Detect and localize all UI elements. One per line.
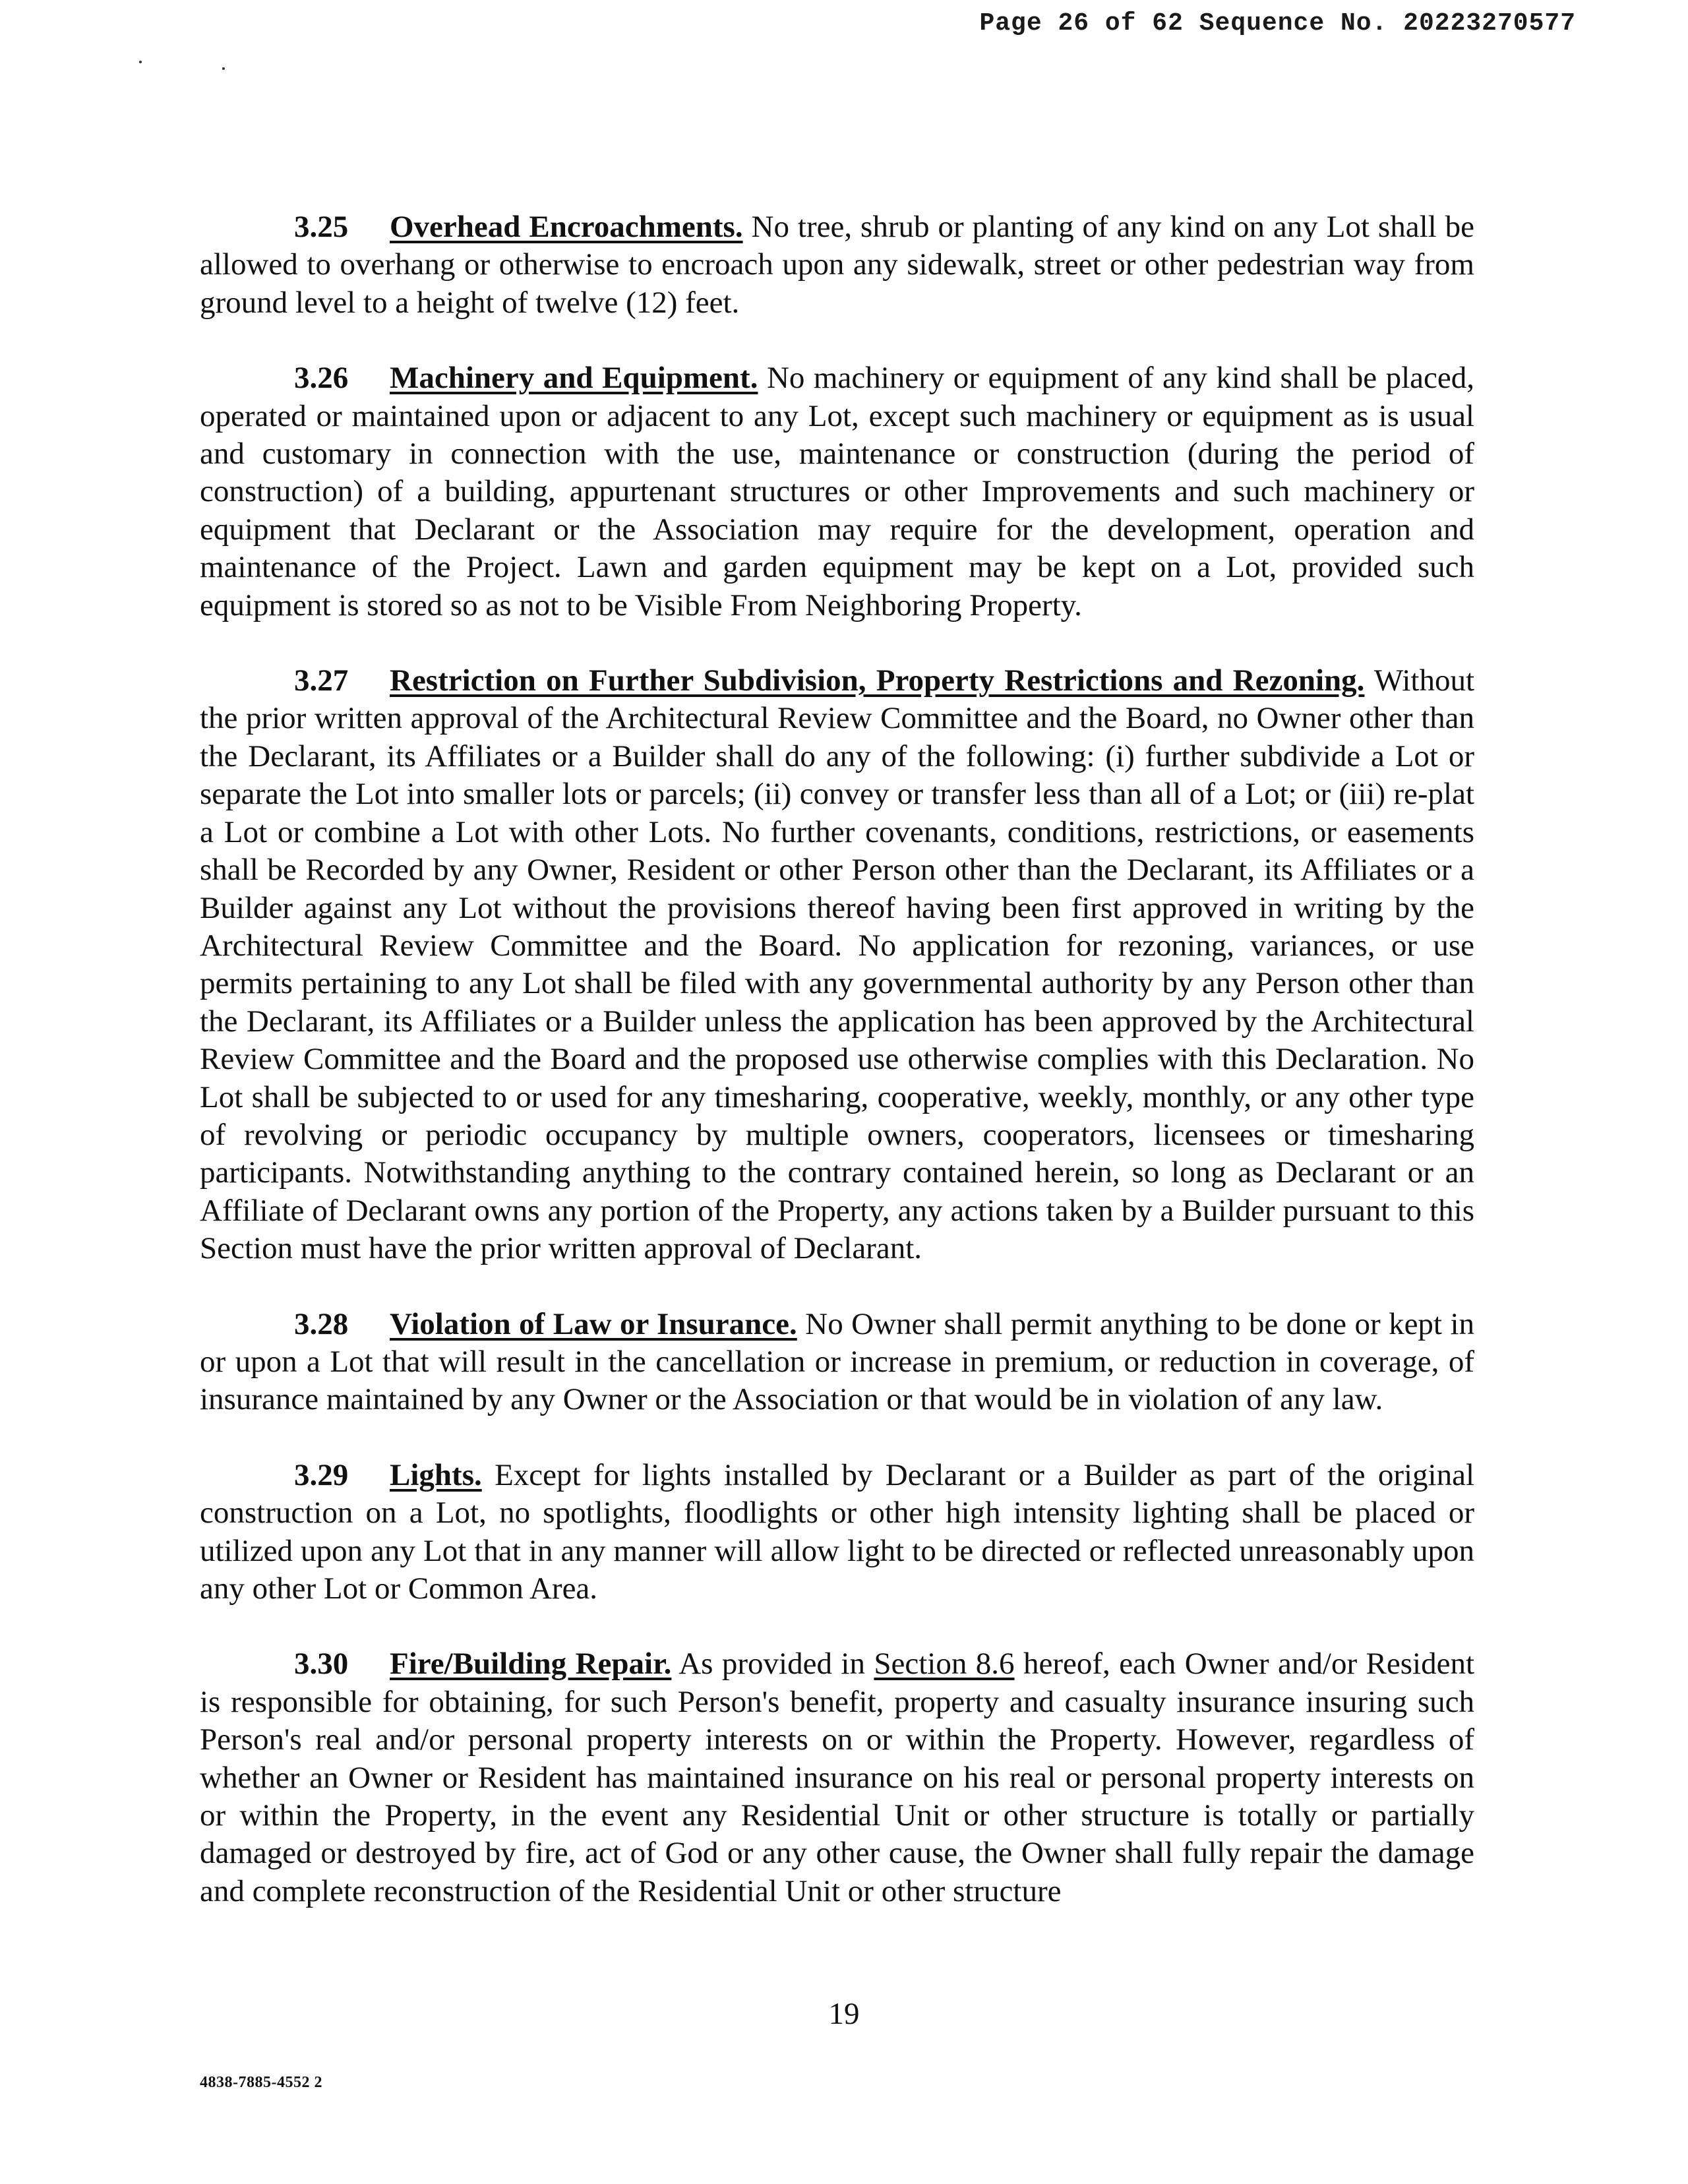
section-title: Restriction on Further Subdivision, Property Restrictions and Rezoning. (390, 663, 1365, 698)
section-number: 3.30 (294, 1647, 349, 1682)
section-body: No Owner shall permit anything to be done or kept in or upon a Lot that will result in the cancellation or increase in premium, or reduction in coverage, of insurance maintained by any Owner or the Association or that would be in violation of any law. (200, 1306, 1475, 1417)
document-body (200, 208, 1474, 1948)
scan-speck (139, 61, 142, 63)
page-number: 19 (828, 1997, 860, 2031)
section-number: 3.26 (294, 361, 349, 396)
section-3-29 (200, 1457, 1474, 1608)
section-3-30 (200, 1645, 1474, 1910)
section-body: Except for lights installed by Declarant or a Builder as part of the original construction on a Lot, no spotlights, floodlights or other high intensity lighting shall be placed or utilized upon any Lot that in any manner will allow light to be directed or reflected unreasonably upon any other Lot or Common Area. (200, 1457, 1475, 1606)
section-3-25 (200, 208, 1474, 322)
document-id: 4838-7885-4552 2 (200, 2074, 322, 2091)
section-body: No tree, shrub or planting of any kind on any Lot shall be allowed to overhang or otherwise to encroach upon any sidewalk, street or other pedestrian way from ground level to a height of twelve (12) feet. (200, 210, 1474, 320)
section-title: Fire/Building Repair. (390, 1647, 672, 1682)
section-title: Machinery and Equipment. (390, 361, 758, 396)
section-number: 3.29 (294, 1457, 349, 1492)
section-title: Violation of Law or Insurance. (390, 1306, 797, 1341)
section-3-28 (200, 1306, 1474, 1419)
section-number: 3.27 (294, 663, 349, 698)
section-3-26 (200, 359, 1474, 624)
section-body: Without the prior written approval of the Architectural Review Committee and the Board, no Owner other than the Declarant, its Affiliates or a Builder shall do any of the following: (i) further subdivide a Lot or separate the Lot into smaller lots or parcels; (ii) convey or transfer less than all of a Lot; or (iii) re-plat a Lot or combine a Lot with other Lots. No further covenants, conditions, restrictions, or easements shall be Recorded by any Owner, Resident or other Person other than the Declarant, its Affiliates or a Builder against any Lot without the provisions thereof having been first approved in writing by the Architectural Review Committee and the Board. No application for rezoning, variances, or use permits pertaining to any Lot shall be filed with any governmental authority by any Person other than the Declarant, its Affiliates or a Builder unless the application has been approved by the Architectural Review Committee and the Board and the proposed use otherwise complies with this Declaration. No Lot shall be subjected to or used for any timesharing, cooperative, weekly, monthly, or any other type of revolving or periodic occupancy by multiple owners, cooperators, licensees or timesharing participants. Notwithstanding anything to the contrary contained herein, so long as Declarant or an Affiliate of Declarant owns any portion of the Property, any actions taken by a Builder pursuant to this Section must have the prior written approval of Declarant. (200, 663, 1474, 1266)
section-title: Lights. (390, 1457, 482, 1492)
section-body: hereof, each Owner and/or Resident is responsible for obtaining, for such Person's benefit, property and casualty insurance insuring such Person's real and/or personal property interests on or within the Property. However, regardless of whether an Owner or Resident has maintained insurance on his real or personal property interests on or within the Property, in the event any Residential Unit or other structure is totally or partially damaged or destroyed by fire, act of God or any other cause, the Owner shall fully repair the damage and complete reconstruction of the Residential Unit or other structure (200, 1647, 1475, 1908)
section-title: Overhead Encroachments. (390, 210, 743, 244)
section-reference-link[interactable]: Section 8.6 (874, 1647, 1015, 1682)
section-number: 3.25 (294, 210, 349, 244)
scan-speck (222, 67, 225, 70)
section-3-27 (200, 662, 1474, 1268)
page-sequence-header: Page 26 of 62 Sequence No. 20223270577 (979, 9, 1576, 38)
section-body-lead: As provided in (678, 1647, 865, 1682)
section-body: No machinery or equipment of any kind shall be placed, operated or maintained upon or adjacent to any Lot, except such machinery or equipment as is usual and customary in connection with the use, maintenance or construction (during the period of construction) of a building, appurtenant structures or other Improvements and such machinery or equipment that Declarant or the Association may require for the development, operation and maintenance of the Project. Lawn and garden equipment may be kept on a Lot, provided such equipment is stored so as not to be Visible From Neighboring Property. (200, 361, 1475, 622)
section-number: 3.28 (294, 1306, 349, 1341)
